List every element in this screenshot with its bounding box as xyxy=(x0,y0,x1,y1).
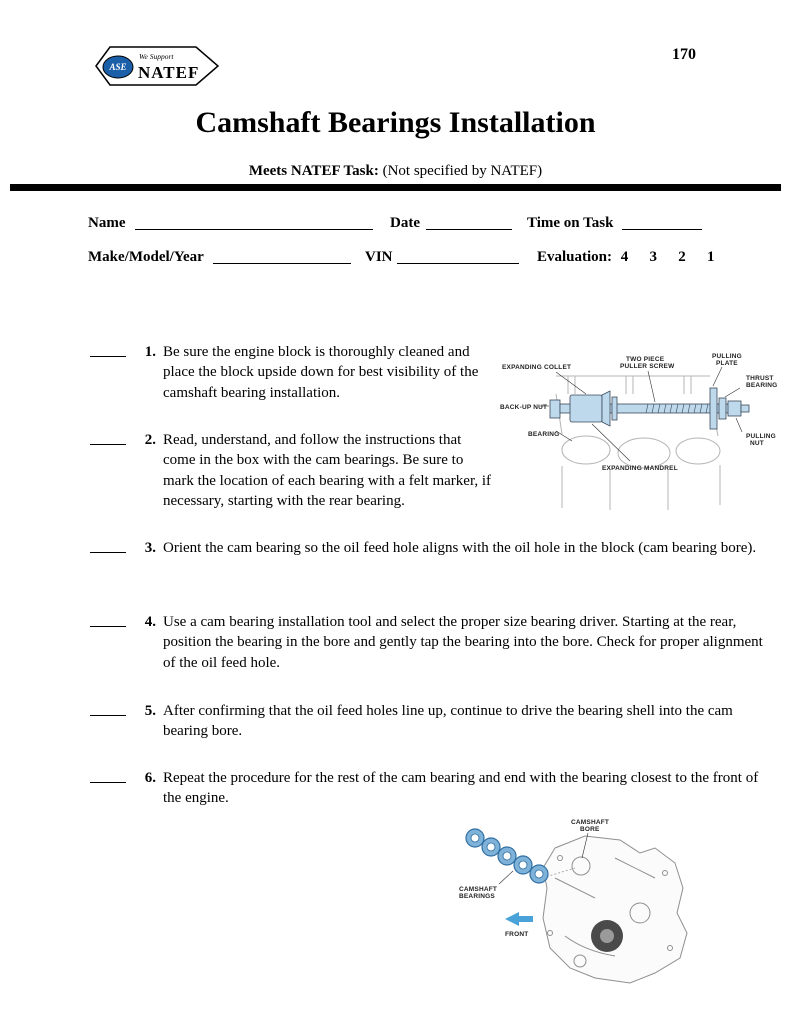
expanding-mandrel-label: EXPANDING MANDREL xyxy=(602,465,678,472)
meets-natef-task-label: Meets NATEF Task: xyxy=(248,163,379,179)
pulling-plate-label-2: PLATE xyxy=(716,360,738,367)
pulling-nut-part xyxy=(728,401,741,416)
bearing-shell-part xyxy=(612,397,617,420)
step-4-number: 4. xyxy=(144,614,156,630)
camshaft-bore-label-1: CAMSHAFT xyxy=(571,819,610,826)
cam-bearing-tool-diagram xyxy=(498,348,790,526)
rod-end xyxy=(741,405,749,412)
expanding-collet-label: EXPANDING COLLET xyxy=(502,364,572,371)
step-4-check-blank[interactable] xyxy=(90,612,126,627)
step-5-text: After confirming that the oil feed holes line up, continue to drive the bearing shell into the cam bearing bore. xyxy=(163,703,733,740)
two-piece-label: TWO PIECE xyxy=(626,356,665,363)
pulling-nut-label-1: PULLING xyxy=(746,433,776,440)
step-2-text: Read, understand, and follow the instructions that come in the box with the cam bearings. Be sure to mark the location of each bearing with a felt marker, if necessary, starting with the rear bearing. xyxy=(163,432,492,509)
expanding-collet-part xyxy=(602,391,610,426)
front-label: FRONT xyxy=(505,931,529,938)
make-model-year-label: Make/Model/Year xyxy=(88,249,204,265)
meets-natef-task-line xyxy=(0,163,791,180)
camshaft-bore-label-2: BORE xyxy=(580,826,600,833)
time-on-task-blank-field[interactable] xyxy=(622,215,702,230)
natef-logo xyxy=(92,40,222,92)
step-6-number: 6. xyxy=(144,770,156,786)
expanding-mandrel-part xyxy=(570,395,602,422)
backup-nut-label: BACK-UP NUT xyxy=(500,404,548,411)
step-5-check-blank[interactable] xyxy=(90,701,126,716)
thrust-bearing-label-2: BEARING xyxy=(746,382,778,389)
step-2-number: 2. xyxy=(144,432,156,448)
camshaft-bearings-label-1: CAMSHAFT xyxy=(459,886,498,893)
divider-rule xyxy=(10,184,781,191)
natef-logo-graphic xyxy=(92,40,222,92)
step-5-number: 5. xyxy=(144,703,156,719)
backup-nut-part xyxy=(550,400,560,418)
evaluation-score-4[interactable]: 4 xyxy=(620,249,629,265)
step-row-5 xyxy=(90,701,777,742)
step-2-check-blank[interactable] xyxy=(90,430,126,445)
evaluation-score-3[interactable]: 3 xyxy=(649,249,657,265)
date-label: Date xyxy=(390,215,420,231)
step-1-text: Be sure the engine block is thoroughly cleaned and place the block upside down for best visibility of the camshaft bearing installation. xyxy=(163,344,479,401)
step-3-text: Orient the cam bearing so the oil feed hole aligns with the oil hole in the block (cam bearing bore). xyxy=(163,540,757,556)
step-3-check-blank[interactable] xyxy=(90,538,126,553)
thrust-bearing-part xyxy=(719,398,726,419)
engine-block-diagram xyxy=(455,816,695,994)
page-number: 170 xyxy=(672,46,696,63)
meets-natef-task-value: (Not specified by NATEF) xyxy=(382,163,543,179)
time-on-task-label: Time on Task xyxy=(527,215,614,231)
make-model-year-blank-field[interactable] xyxy=(213,249,351,264)
step-6-check-blank[interactable] xyxy=(90,768,126,783)
step-1-check-blank[interactable] xyxy=(90,342,126,357)
evaluation-scores xyxy=(612,249,723,266)
engine-block-figure xyxy=(455,816,695,994)
evaluation-label: Evaluation: xyxy=(537,249,613,265)
bearing-label: BEARING xyxy=(528,431,560,438)
vin-label: VIN xyxy=(365,249,393,265)
step-1-number: 1. xyxy=(144,344,156,360)
ase-logo-text: ASE xyxy=(109,62,127,72)
thrust-bearing-label-1: THRUST xyxy=(746,375,774,382)
page-title: Camshaft Bearings Installation xyxy=(195,106,596,139)
camshaft-bearings-label-2: BEARINGS xyxy=(459,893,495,900)
step-6-text: Repeat the procedure for the rest of the cam bearing and end with the bearing closest to the front of the engine. xyxy=(163,770,759,807)
step-3-number: 3. xyxy=(144,540,156,556)
name-blank-field[interactable] xyxy=(135,215,373,230)
cam-bearing-tool-figure xyxy=(498,348,790,526)
puller-screw-label: PULLER SCREW xyxy=(620,363,675,370)
name-label: Name xyxy=(88,215,126,231)
pulling-plate-part xyxy=(710,388,717,429)
step-row-3 xyxy=(90,538,777,558)
pulling-nut-label-2: NUT xyxy=(750,440,764,447)
pulling-plate-label-1: PULLING xyxy=(712,353,742,360)
front-direction-arrow-icon xyxy=(505,912,533,926)
logo-natef-text: NATEF xyxy=(138,63,200,82)
date-blank-field[interactable] xyxy=(426,215,512,230)
crank-bore-inner xyxy=(600,929,614,943)
vin-blank-field[interactable] xyxy=(397,249,519,264)
step-row-4 xyxy=(90,612,777,673)
evaluation-score-2[interactable]: 2 xyxy=(678,249,686,265)
step-4-text: Use a cam bearing installation tool and select the proper size bearing driver. Starting at the rear, position the bearing in the bore and gently tap the bearing into the bore. Check for proper alignment of the oil feed hole. xyxy=(163,614,763,671)
logo-we-support-text: We Support xyxy=(139,52,174,61)
evaluation-score-1[interactable]: 1 xyxy=(707,249,715,265)
step-row-2 xyxy=(90,430,493,511)
step-row-1 xyxy=(90,342,493,403)
installation-tool xyxy=(550,388,749,429)
step-row-6 xyxy=(90,768,777,809)
